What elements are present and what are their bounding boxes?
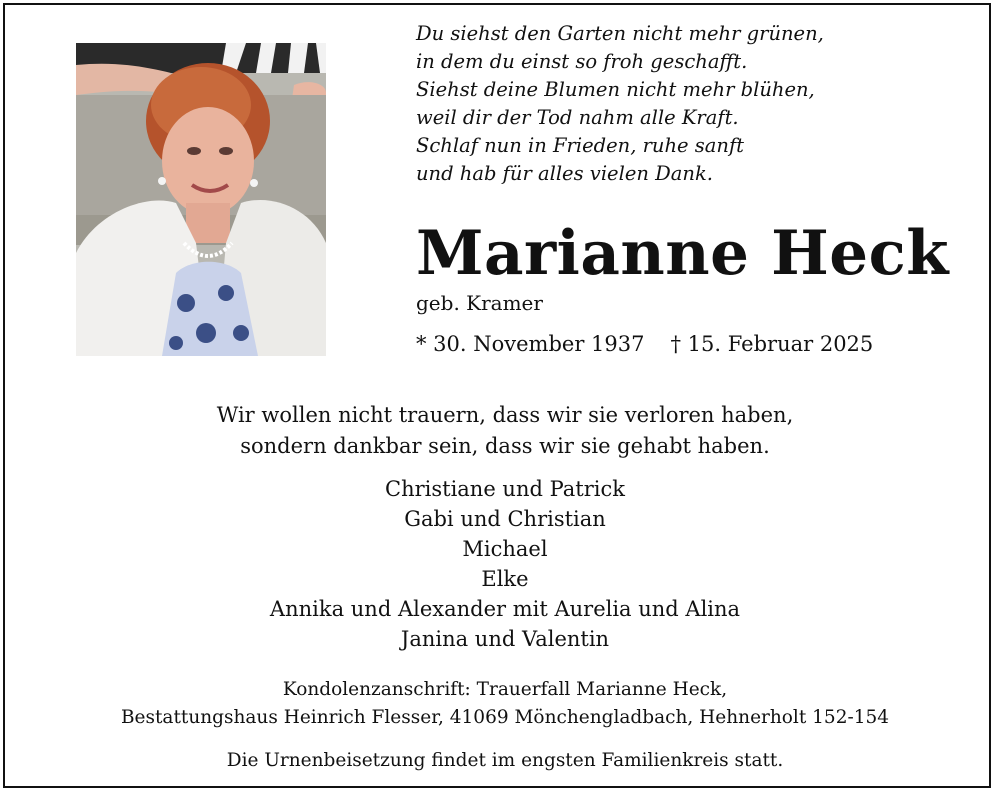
born-name: geb. Kramer [416,291,543,315]
portrait-photo [76,43,326,356]
condolence-address [5,676,1000,732]
poem-line: Du siehst den Garten nicht mehr grünen, [416,22,824,45]
portrait-illustration [76,43,326,356]
family-member: Annika und Alexander mit Aurelia und Alina [269,597,741,621]
poem-line: Siehst deine Blumen nicht mehr blühen, [416,78,815,101]
family-member: Michael [462,537,548,561]
poem-line: in dem du einst so froh geschafft. [416,50,748,73]
memorial-quote [5,400,1000,462]
quote-line: Wir wollen nicht trauern, dass wir sie verloren haben, [216,403,794,427]
burial-note-text: Die Urnenbeisetzung findet im engsten Familienkreis statt. [226,750,784,771]
family-member: Gabi und Christian [404,507,606,531]
poem-line: und hab für alles vielen Dank. [416,162,713,185]
quote-line: sondern dankbar sein, dass wir sie gehabt haben. [240,434,770,458]
death-date: † 15. Februar 2025 [670,332,874,356]
burial-note [5,747,1000,775]
family-member: Janina und Valentin [400,627,610,651]
family-member: Elke [481,567,529,591]
family-member: Christiane und Patrick [385,477,625,501]
life-dates [416,332,873,356]
birth-date: * 30. November 1937 [416,332,645,356]
family-list [5,474,1000,654]
poem-line: Schlaf nun in Frieden, ruhe sanft [416,134,745,157]
deceased-name: Marianne Heck [416,218,949,289]
condolence-line: Kondolenzanschrift: Trauerfall Marianne Heck, [282,679,728,700]
poem [416,20,824,188]
condolence-line: Bestattungshaus Heinrich Flesser, 41069 Mönchengladbach, Hehnerholt 152-154 [120,707,890,728]
poem-line: weil dir der Tod nahm alle Kraft. [416,106,739,129]
